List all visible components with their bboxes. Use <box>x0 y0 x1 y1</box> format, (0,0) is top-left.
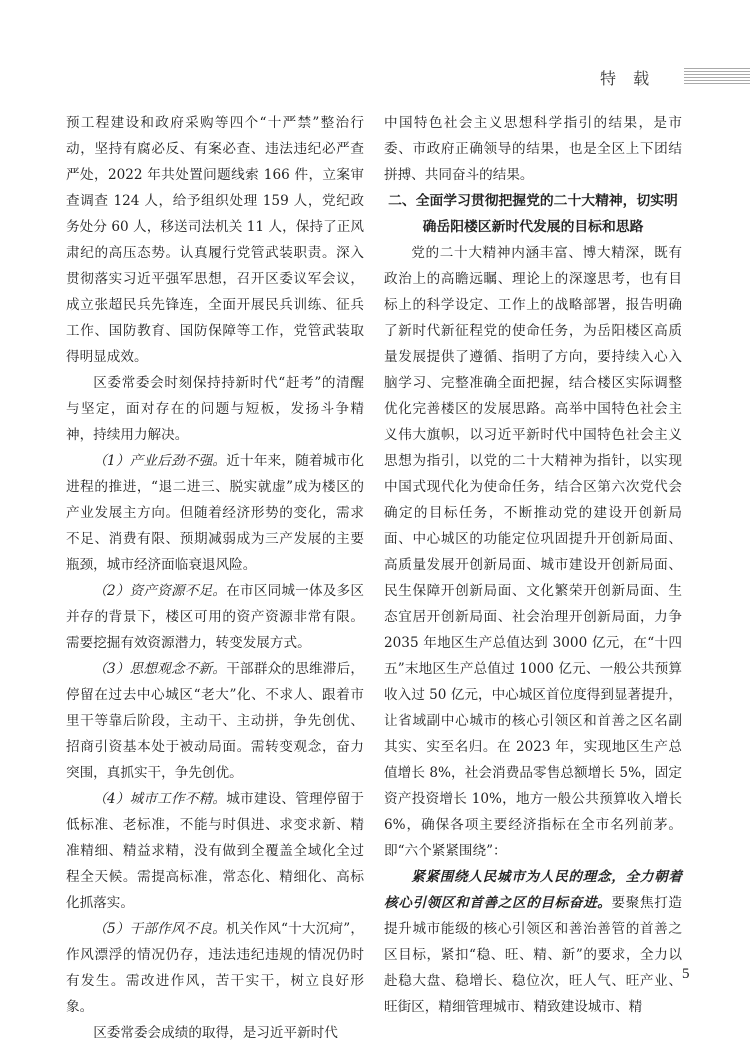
paragraph <box>384 864 682 1020</box>
item-label: （4）城市工作不精。 <box>93 791 227 807</box>
emphasis-text: 紧紧围绕人民城市为人民的理念，全力朝着核心引领区和首善之区的目标奋进。 <box>384 869 682 911</box>
item-text: 干部群众的思维滞后，停留在过去中心城区“老大”化、不求人、跟着市里干等靠后阶段，主动干、主动拼，争先创优、招商引资基本处于被动局面。需转变观念，奋力突围，真抓实干，争先创优。 <box>66 661 364 781</box>
item-label: （2）资产资源不足。 <box>93 583 227 599</box>
item-label: （1）产业后劲不强。 <box>93 453 227 469</box>
list-item <box>66 916 364 1020</box>
paragraph: 中国特色社会主义思想科学指引的结果，是市委、市政府正确领导的结果，也是全区上下团结拼搏、共同奋斗的结果。 <box>384 115 682 183</box>
page-number: 5 <box>682 966 690 982</box>
left-column <box>66 110 364 1046</box>
list-item <box>66 656 364 786</box>
section-label: 特 载 <box>600 69 656 88</box>
paragraph: 预工程建设和政府采购等四个“十严禁”整治行动，坚持有腐必反、有案必查、违法违纪必严查严处，2022 年共处置问题线索 166 件，立案审查调查 124 人，给予组织处理 159 人，党纪政务处分 60 人，移送司法机关 11 人，保持了正风肃纪的高压态势。认真履行党管武装职责。深入贯彻落实习近平强军思想，召开区委议军会议，成立张超民兵先锋连，全面开展民兵训练、征兵工作、国防教育、国防保障等工作，党管武装取得明显成效。 <box>66 115 364 365</box>
paragraph: 区委常委会时刻保持持新时代“赶考”的清醒与坚定，面对存在的问题与短板，发扬斗争精神，持续用力解决。 <box>66 375 364 443</box>
list-item <box>66 578 364 656</box>
paragraph: 党的二十大精神内涵丰富、博大精深，既有政治上的高瞻远瞩、理论上的深邃思考，也有目标上的科学设定、工作上的战略部署，报告明确了新时代新征程党的使命任务，为岳阳楼区高质量发展提供了遵循、指明了方向，要持续入心入脑学习、完整准确全面把握，结合楼区实际调整优化完善楼区的发展思路。高举中国特色社会主义伟大旗帜，以习近平新时代中国特色社会主义思想为指引，以党的二十大精神为指针，以实现中国式现代化为使命任务，结合区第六次党代会确定的目标任务，不断推动党的建设开创新局面、中心城区的功能定位巩固提升开创新局面、高质量发展开创新局面、城市建设开创新局面、民生保障开创新局面、文化繁荣开创新局面、生态宜居开创新局面、社会治理开创新局面，力争 2035 年地区生产总值达到 3000 亿元，在“十四五”末地区生产总值过 1000 亿元、一般公共预算收入过 50 亿元，中心城区首位度得到显著提升，让省域副中心城市的核心引领区和首善之区名副其实、实至名归。在 2023 年，实现地区生产总值增长 8%，社会消费品零售总额增长 5%，固定资产投资增长 10%，地方一般公共预算收入增长 6%，确保各项主要经济指标在全市名列前茅。即“六个紧紧围绕”： <box>384 245 682 859</box>
paragraph: 区委常委会成绩的取得，是习近平新时代 <box>93 1025 338 1041</box>
section-heading: 二、全面学习贯彻把握党的二十大精神，切实明确岳阳楼区新时代发展的目标和思路 <box>388 193 678 235</box>
header-decoration <box>684 68 750 84</box>
item-text: 近十年来，随着城市化进程的推进，“退二进三、脱实就虚”成为楼区的产业发展主方向。但随着经济形势的变化，需求不足、消费有限、预期减弱成为三产发展的主要瓶颈，城市经济面临衰退风险。 <box>66 453 364 573</box>
list-item <box>66 448 364 578</box>
paragraph-text: 要聚焦打造提升城市能级的核心引领区和善治善管的首善之区目标，紧扣“稳、旺、精、新”的要求，全力以赴稳大盘、稳增长、稳位次，旺人气、旺产业、旺街区，精细管理城市、精致建设城市、精 <box>384 895 683 1015</box>
list-item <box>66 786 364 916</box>
right-column <box>384 110 682 1020</box>
item-text: 在市区同城一体及多区并存的背景下，楼区可用的资产资源非常有限。需要挖掘有效资源潜力，转变发展方式。 <box>66 583 364 651</box>
item-text: 城市建设、管理停留于低标准、老标准，不能与时俱进、求变求新、精准精细、精益求精，没有做到全覆盖全域化全过程全天候。需提高标准，常态化、精细化、高标化抓落实。 <box>66 791 364 911</box>
item-label: （3）思想观念不新。 <box>93 661 227 677</box>
item-label: （5）干部作风不良。 <box>93 921 226 937</box>
item-text: 机关作风“十大沉疴”，作风漂浮的情况仍存，违法违纪违规的情况仍时有发生。需改进作风，苦干实干，树立良好形象。 <box>66 921 364 1015</box>
